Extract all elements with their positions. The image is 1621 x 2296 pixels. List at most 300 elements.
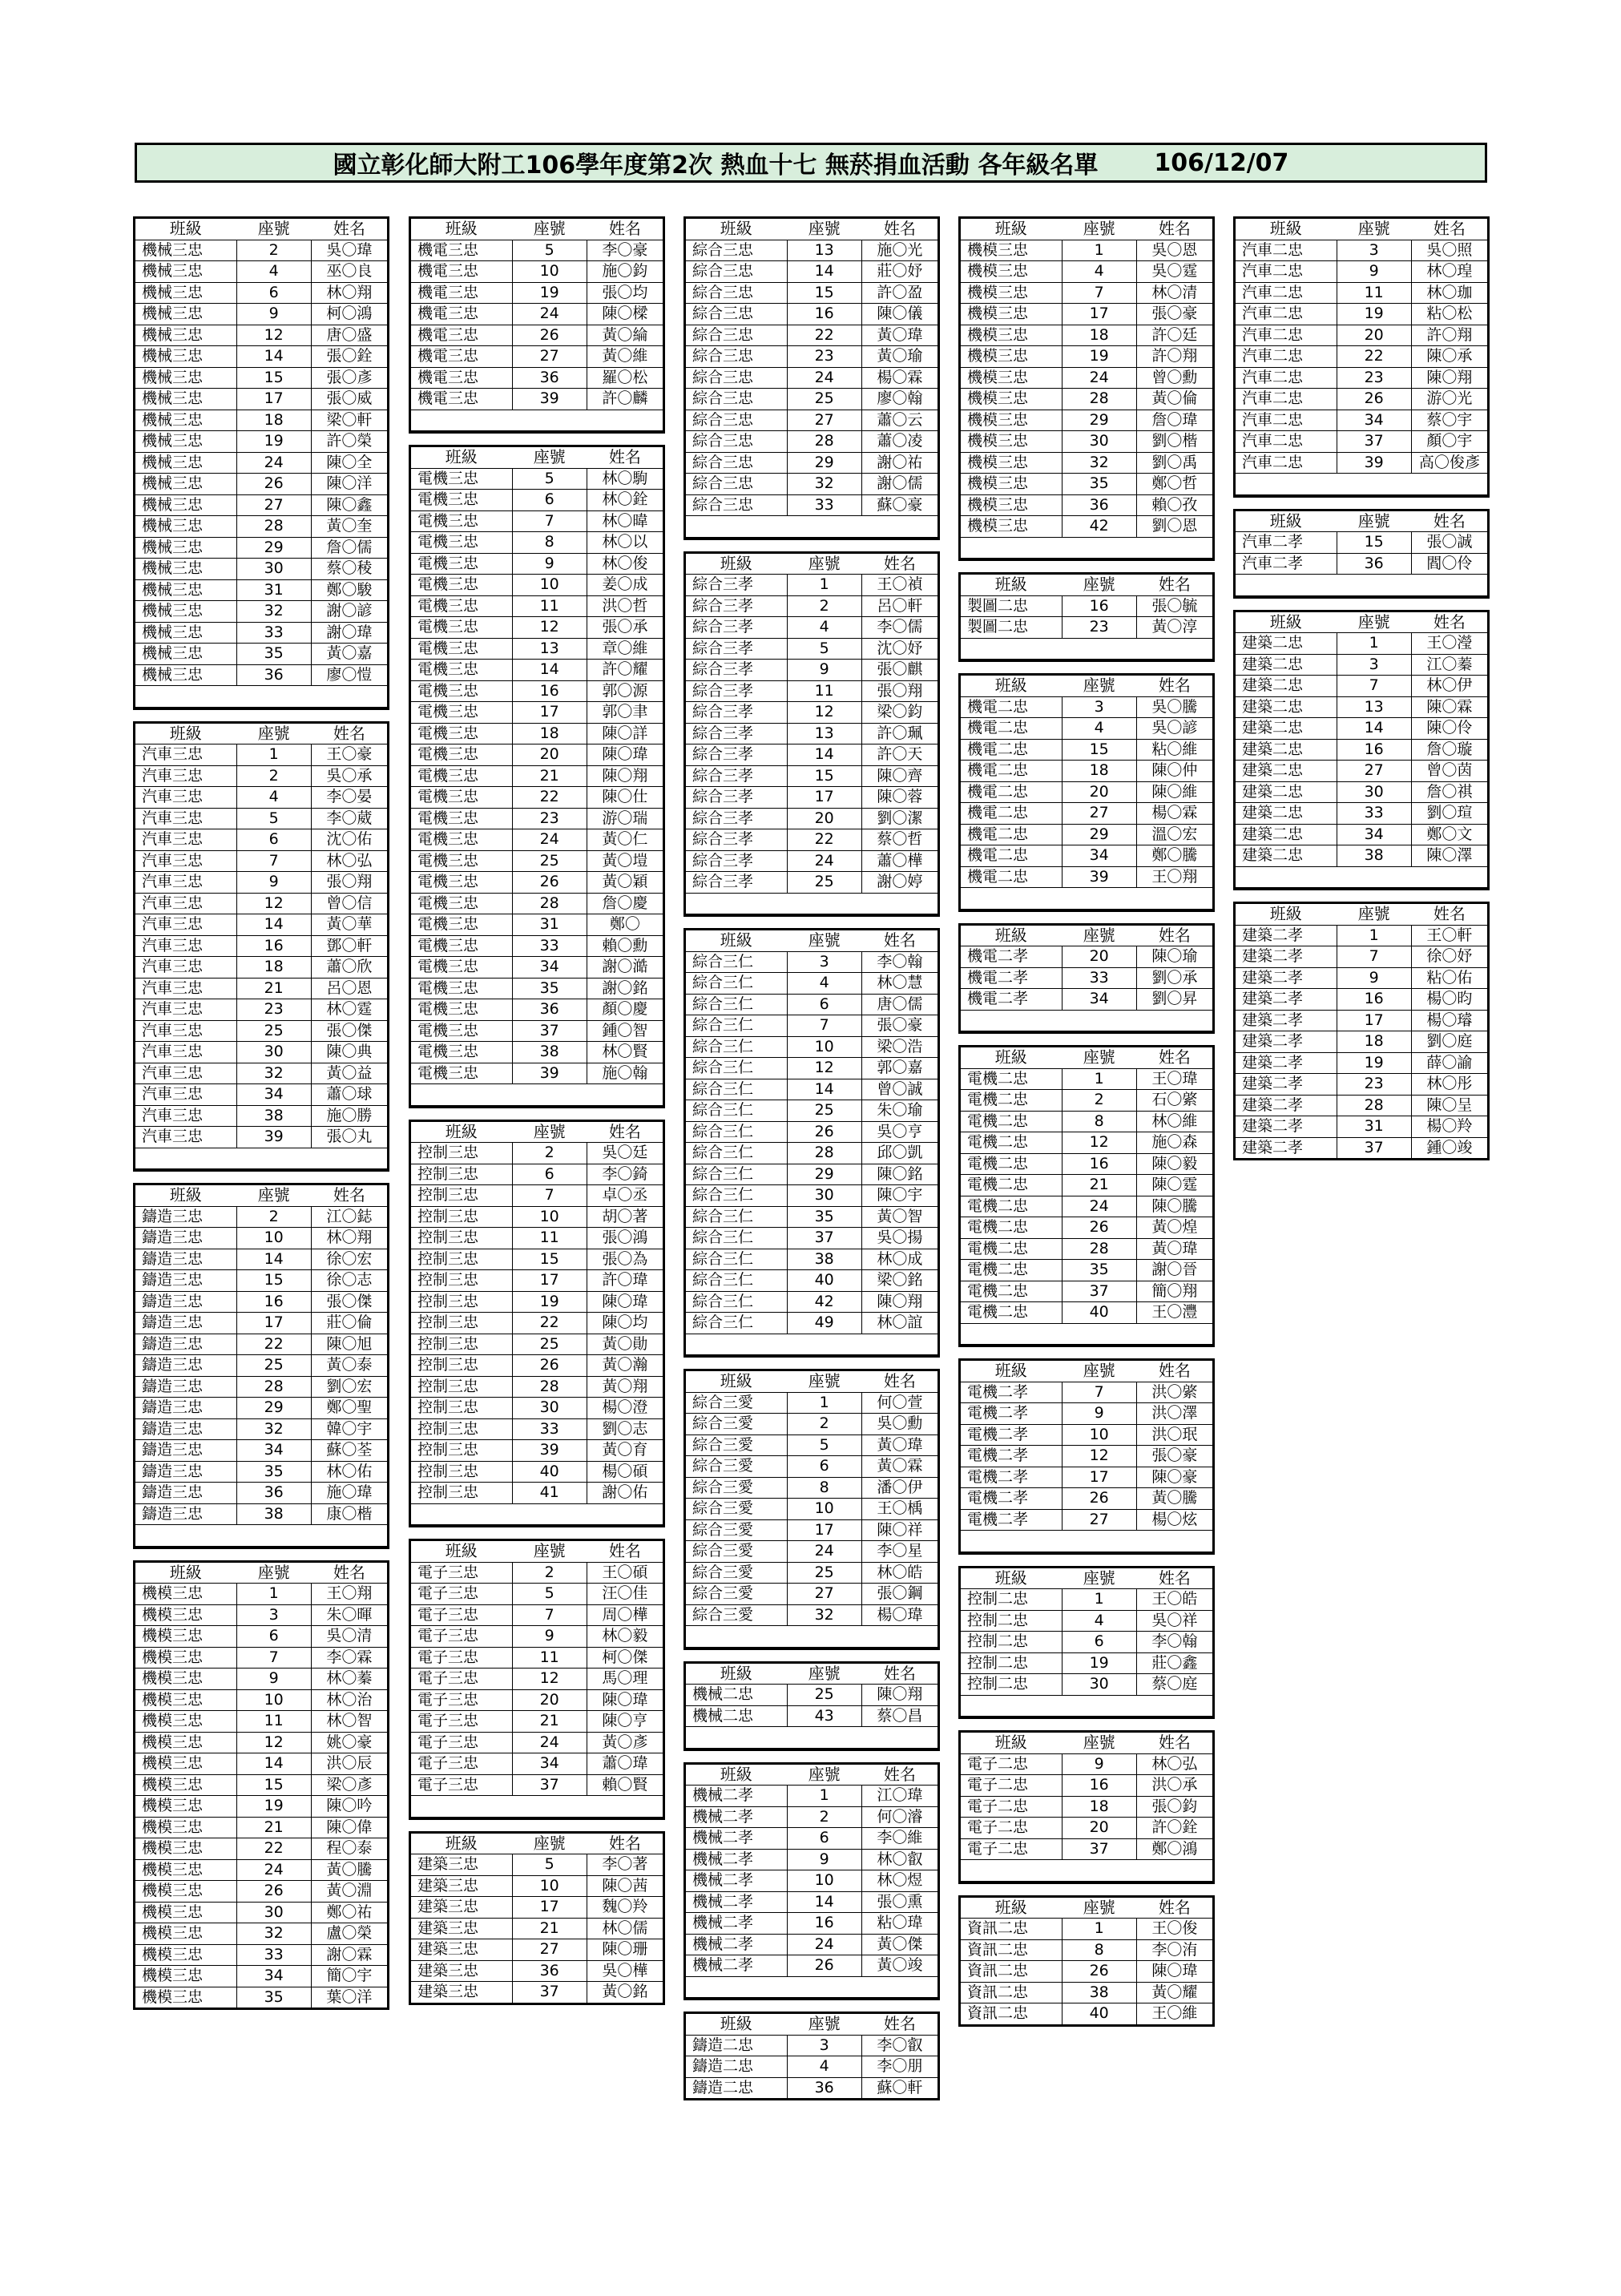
table-row bbox=[961, 1403, 1212, 1425]
name-cell: 李〇叡 bbox=[877, 2036, 923, 2054]
seat-cell: 12 bbox=[236, 894, 312, 914]
table-row bbox=[686, 1079, 938, 1101]
table-row bbox=[135, 453, 387, 474]
seat-cell: 23 bbox=[1337, 1074, 1412, 1095]
class-cell: 建築二孝 bbox=[1242, 947, 1304, 965]
name-cell: 李〇錡 bbox=[602, 1164, 648, 1183]
seat-cell: 22 bbox=[236, 1334, 312, 1355]
name-cell: 楊〇碩 bbox=[602, 1462, 648, 1480]
seat-cell: 13 bbox=[512, 639, 587, 660]
seat-cell: 11 bbox=[1337, 283, 1412, 304]
name-cell: 陳〇齊 bbox=[877, 766, 923, 785]
seat-cell: 43 bbox=[787, 1706, 862, 1727]
name-cell: 鄭〇文 bbox=[1426, 825, 1473, 843]
table-row bbox=[961, 1818, 1212, 1839]
table-row bbox=[1236, 431, 1487, 453]
table-row bbox=[411, 325, 663, 347]
table-row bbox=[135, 601, 387, 623]
table-row bbox=[961, 782, 1212, 804]
header-name: 姓名 bbox=[883, 1764, 916, 1784]
class-cell: 機模三忠 bbox=[142, 1945, 204, 1963]
class-cell: 建築二忠 bbox=[1242, 676, 1304, 694]
class-cell: 鑄造三忠 bbox=[142, 1229, 204, 1246]
class-cell: 控制三忠 bbox=[417, 1398, 479, 1416]
class-cell: 機模三忠 bbox=[142, 1733, 204, 1751]
table-row bbox=[135, 829, 387, 851]
header-name: 姓名 bbox=[1433, 219, 1466, 238]
class-cell: 機模三忠 bbox=[967, 368, 1029, 386]
name-cell: 黃〇智 bbox=[877, 1207, 923, 1225]
class-cell: 電機二忠 bbox=[967, 1154, 1029, 1172]
header-seat: 座號 bbox=[1083, 925, 1115, 945]
blank-row bbox=[1236, 474, 1487, 495]
table-row bbox=[135, 325, 387, 347]
name-cell: 林〇彤 bbox=[1426, 1075, 1473, 1092]
name-cell: 鍾〇竣 bbox=[1426, 1138, 1473, 1156]
seat-cell: 24 bbox=[787, 1541, 862, 1562]
seat-cell: 9 bbox=[236, 1669, 312, 1689]
seat-cell: 27 bbox=[787, 410, 862, 431]
table-row bbox=[686, 1605, 938, 1627]
class-cell: 機械三忠 bbox=[142, 559, 204, 577]
header-class: 班級 bbox=[994, 1047, 1027, 1067]
table-row bbox=[135, 283, 387, 305]
table-row bbox=[961, 325, 1212, 347]
seat-cell: 9 bbox=[512, 1626, 587, 1647]
header-class: 班級 bbox=[994, 575, 1027, 594]
table-row bbox=[961, 1797, 1212, 1818]
seat-cell: 7 bbox=[236, 1648, 312, 1669]
name-cell: 曾〇茵 bbox=[1426, 761, 1473, 779]
seat-cell: 6 bbox=[787, 1828, 862, 1849]
table-row bbox=[135, 957, 387, 979]
seat-cell: 2 bbox=[236, 1207, 312, 1228]
name-cell: 林〇銓 bbox=[602, 490, 648, 508]
seat-cell: 28 bbox=[236, 1377, 312, 1398]
name-cell: 陳〇鑫 bbox=[326, 495, 373, 514]
class-cell: 綜合三忠 bbox=[692, 347, 754, 365]
seat-cell: 15 bbox=[1337, 532, 1412, 553]
table-row bbox=[135, 787, 387, 809]
seat-cell: 28 bbox=[512, 894, 587, 914]
table-row bbox=[411, 1483, 663, 1504]
name-cell: 林〇皓 bbox=[877, 1563, 923, 1581]
table-row bbox=[411, 1270, 663, 1292]
name-cell: 郭〇嘉 bbox=[877, 1059, 923, 1076]
name-cell: 陳〇旭 bbox=[326, 1334, 373, 1353]
class-cell: 建築二忠 bbox=[1242, 846, 1304, 864]
class-cell: 電子三忠 bbox=[417, 1775, 479, 1794]
table-row bbox=[411, 490, 663, 511]
seat-cell: 35 bbox=[1062, 474, 1137, 494]
seat-cell: 5 bbox=[787, 639, 862, 660]
header-class: 班級 bbox=[720, 930, 752, 950]
table-row bbox=[961, 453, 1212, 474]
table-row bbox=[411, 914, 663, 936]
class-cell: 汽車三忠 bbox=[142, 958, 204, 975]
class-cell: 鑄造三忠 bbox=[142, 1377, 204, 1395]
class-cell: 電機二孝 bbox=[967, 1447, 1029, 1464]
class-table bbox=[683, 928, 940, 1358]
table-row bbox=[411, 261, 663, 283]
seat-cell: 2 bbox=[787, 596, 862, 617]
class-cell: 建築三忠 bbox=[417, 1961, 479, 1979]
name-cell: 謝〇晉 bbox=[1151, 1261, 1198, 1278]
table-row bbox=[135, 665, 387, 687]
name-cell: 徐〇宏 bbox=[326, 1249, 373, 1268]
name-cell: 張〇豪 bbox=[1151, 305, 1198, 322]
class-cell: 機械三忠 bbox=[142, 517, 204, 535]
seat-cell: 38 bbox=[787, 1249, 862, 1270]
name-cell: 施〇瑋 bbox=[326, 1483, 373, 1501]
seat-cell: 18 bbox=[1062, 1797, 1137, 1818]
header-seat: 座號 bbox=[1083, 575, 1115, 594]
name-cell: 李〇葳 bbox=[326, 809, 373, 827]
name-cell: 詹〇慶 bbox=[602, 894, 648, 912]
class-cell: 電機三忠 bbox=[417, 703, 479, 720]
seat-cell: 18 bbox=[1337, 1031, 1412, 1052]
class-cell: 控制三忠 bbox=[417, 1462, 479, 1480]
class-cell: 建築三忠 bbox=[417, 1876, 479, 1895]
table-row bbox=[686, 431, 938, 453]
name-cell: 蕭〇球 bbox=[326, 1085, 373, 1103]
table-row bbox=[686, 1870, 938, 1892]
seat-cell: 5 bbox=[512, 1854, 587, 1875]
seat-cell: 32 bbox=[236, 1923, 312, 1944]
table-header bbox=[961, 1733, 1212, 1754]
name-cell: 林〇霆 bbox=[326, 1000, 373, 1018]
class-table bbox=[683, 2012, 940, 2100]
name-cell: 劉〇瑄 bbox=[1426, 804, 1473, 821]
class-cell: 電機三忠 bbox=[417, 469, 479, 487]
class-cell: 電機三忠 bbox=[417, 745, 479, 763]
name-cell: 顏〇慶 bbox=[602, 1000, 648, 1018]
class-cell: 電機三忠 bbox=[417, 1021, 479, 1039]
header-class: 班級 bbox=[994, 1568, 1027, 1588]
table-header bbox=[961, 1898, 1212, 1919]
seat-cell: 1 bbox=[787, 575, 862, 595]
seat-cell: 8 bbox=[1062, 1112, 1137, 1132]
table-row bbox=[411, 596, 663, 618]
table-row bbox=[1236, 1074, 1487, 1096]
table-row bbox=[686, 787, 938, 809]
table-row bbox=[686, 1786, 938, 1807]
blank-row bbox=[961, 538, 1212, 559]
table-row bbox=[961, 1653, 1212, 1675]
name-cell: 張〇翔 bbox=[326, 873, 373, 890]
header-seat: 座號 bbox=[533, 447, 566, 466]
class-cell: 控制二忠 bbox=[967, 1590, 1029, 1608]
class-cell: 電子三忠 bbox=[417, 1605, 479, 1624]
name-cell: 張〇鈞 bbox=[1151, 1797, 1198, 1815]
table-row bbox=[411, 681, 663, 703]
name-cell: 蘇〇軒 bbox=[877, 2078, 923, 2096]
name-cell: 林〇翔 bbox=[326, 283, 373, 301]
class-cell: 電機三忠 bbox=[417, 596, 479, 615]
name-cell: 劉〇志 bbox=[602, 1419, 648, 1438]
seat-cell: 10 bbox=[512, 1207, 587, 1228]
blank-row bbox=[961, 1324, 1212, 1346]
class-cell: 汽車三忠 bbox=[142, 851, 204, 870]
name-cell: 王〇軒 bbox=[1426, 926, 1473, 944]
seat-cell: 24 bbox=[236, 1860, 312, 1881]
class-cell: 機械二孝 bbox=[692, 1914, 754, 1931]
table-row bbox=[1236, 532, 1487, 554]
table-row bbox=[686, 1828, 938, 1850]
class-cell: 電子三忠 bbox=[417, 1669, 479, 1687]
seat-cell: 27 bbox=[1337, 761, 1412, 781]
table-row bbox=[686, 1520, 938, 1542]
table-row bbox=[411, 787, 663, 809]
class-cell: 機模三忠 bbox=[967, 389, 1029, 407]
table-header bbox=[961, 1361, 1212, 1382]
class-cell: 電機三忠 bbox=[417, 894, 479, 912]
name-cell: 蕭〇欣 bbox=[326, 958, 373, 975]
table-row bbox=[411, 1377, 663, 1398]
table-row bbox=[686, 368, 938, 389]
name-cell: 黃〇育 bbox=[602, 1441, 648, 1459]
seat-cell: 29 bbox=[787, 1164, 862, 1185]
header-name: 姓名 bbox=[883, 2014, 916, 2033]
class-cell: 汽車三忠 bbox=[142, 745, 204, 763]
table-row bbox=[135, 1207, 387, 1229]
table-row bbox=[135, 1966, 387, 1987]
seat-cell: 7 bbox=[787, 1015, 862, 1036]
table-row bbox=[1236, 676, 1487, 697]
seat-cell: 28 bbox=[1062, 1239, 1137, 1260]
name-cell: 洪〇哲 bbox=[602, 596, 648, 615]
name-cell: 楊〇羚 bbox=[1426, 1117, 1473, 1135]
class-cell: 機模三忠 bbox=[967, 240, 1029, 259]
seat-cell: 6 bbox=[236, 829, 312, 850]
class-cell: 機械三忠 bbox=[142, 644, 204, 662]
class-cell: 控制三忠 bbox=[417, 1164, 479, 1183]
name-cell: 林〇智 bbox=[326, 1712, 373, 1729]
name-cell: 莊〇妤 bbox=[877, 262, 923, 280]
seat-cell: 20 bbox=[787, 809, 862, 829]
class-cell: 機模三忠 bbox=[142, 1648, 204, 1666]
name-cell: 許〇廷 bbox=[1151, 325, 1198, 344]
table-row bbox=[1236, 761, 1487, 782]
header-seat: 座號 bbox=[1083, 1733, 1115, 1752]
blank-row bbox=[961, 1531, 1212, 1552]
name-cell: 廖〇翰 bbox=[877, 389, 923, 407]
header-name: 姓名 bbox=[333, 1185, 365, 1204]
class-cell: 鑄造三忠 bbox=[142, 1207, 204, 1225]
name-cell: 楊〇霖 bbox=[1151, 804, 1198, 821]
name-cell: 林〇清 bbox=[1151, 283, 1198, 301]
class-cell: 機械三忠 bbox=[142, 580, 204, 599]
class-cell: 綜合三忠 bbox=[692, 389, 754, 407]
seat-cell: 7 bbox=[512, 1605, 587, 1626]
table-row bbox=[411, 1419, 663, 1441]
name-cell: 張〇麒 bbox=[877, 660, 923, 678]
table-row bbox=[411, 1939, 663, 1961]
class-cell: 綜合三孝 bbox=[692, 809, 754, 827]
table-header bbox=[961, 926, 1212, 947]
class-cell: 製圖二忠 bbox=[967, 596, 1029, 615]
name-cell: 黃〇綸 bbox=[602, 325, 648, 344]
name-cell: 楊〇霖 bbox=[877, 368, 923, 386]
class-cell: 機械三忠 bbox=[142, 495, 204, 514]
header-class: 班級 bbox=[445, 1833, 478, 1853]
name-cell: 黃〇勛 bbox=[602, 1334, 648, 1353]
class-cell: 機模三忠 bbox=[967, 262, 1029, 280]
seat-cell: 25 bbox=[787, 1100, 862, 1121]
table-row bbox=[411, 660, 663, 681]
class-cell: 機電二忠 bbox=[967, 867, 1029, 886]
seat-cell: 30 bbox=[236, 559, 312, 579]
table-row bbox=[686, 346, 938, 368]
name-cell: 高〇俊彥 bbox=[1418, 453, 1480, 471]
seat-cell: 33 bbox=[512, 1419, 587, 1440]
class-cell: 汽車三忠 bbox=[142, 1021, 204, 1039]
class-cell: 綜合三孝 bbox=[692, 575, 754, 593]
name-cell: 謝〇銘 bbox=[602, 979, 648, 997]
class-cell: 電機三忠 bbox=[417, 724, 479, 742]
table-row bbox=[411, 639, 663, 660]
table-row bbox=[686, 1955, 938, 1977]
table-row bbox=[686, 724, 938, 745]
class-cell: 機模三忠 bbox=[142, 1775, 204, 1794]
blank-row bbox=[1236, 575, 1487, 596]
seat-cell: 15 bbox=[1062, 740, 1137, 761]
table-row bbox=[686, 304, 938, 325]
class-cell: 機模三忠 bbox=[142, 1882, 204, 1899]
seat-cell: 16 bbox=[787, 1913, 862, 1934]
name-cell: 林〇珈 bbox=[1426, 283, 1473, 301]
blank-row bbox=[961, 639, 1212, 660]
name-cell: 廖〇愷 bbox=[326, 665, 373, 684]
class-cell: 綜合三愛 bbox=[692, 1542, 754, 1560]
seat-cell: 32 bbox=[787, 1605, 862, 1626]
name-cell: 黃〇益 bbox=[326, 1063, 373, 1082]
table-row bbox=[1236, 410, 1487, 432]
seat-cell: 15 bbox=[236, 1270, 312, 1291]
class-cell: 建築二忠 bbox=[1242, 697, 1304, 716]
class-cell: 電機三忠 bbox=[417, 958, 479, 975]
header-class: 班級 bbox=[720, 219, 752, 238]
name-cell: 張〇為 bbox=[602, 1249, 648, 1268]
table-row bbox=[961, 410, 1212, 432]
table-header bbox=[1236, 219, 1487, 240]
name-cell: 卓〇丞 bbox=[602, 1186, 648, 1204]
class-cell: 電子二忠 bbox=[967, 1776, 1029, 1794]
class-cell: 電機三忠 bbox=[417, 809, 479, 827]
seat-cell: 32 bbox=[236, 601, 312, 622]
seat-cell: 34 bbox=[236, 1440, 312, 1461]
class-cell: 汽車三忠 bbox=[142, 979, 204, 997]
header-class: 班級 bbox=[994, 1733, 1027, 1752]
class-cell: 汽車二忠 bbox=[1242, 368, 1304, 386]
table-row bbox=[411, 851, 663, 873]
seat-cell: 17 bbox=[236, 389, 312, 410]
name-cell: 林〇伊 bbox=[1426, 676, 1473, 694]
name-cell: 施〇光 bbox=[877, 240, 923, 259]
seat-cell: 35 bbox=[236, 1987, 312, 2008]
name-cell: 石〇綮 bbox=[1151, 1091, 1198, 1108]
seat-cell: 34 bbox=[1062, 989, 1137, 1010]
name-cell: 謝〇澔 bbox=[602, 958, 648, 975]
table-row bbox=[135, 1228, 387, 1249]
seat-cell: 39 bbox=[512, 1063, 587, 1084]
header-name: 姓名 bbox=[608, 1833, 641, 1853]
name-cell: 張〇誠 bbox=[1426, 533, 1473, 551]
class-cell: 機電二忠 bbox=[967, 804, 1029, 821]
class-cell: 綜合三仁 bbox=[692, 1271, 754, 1289]
class-cell: 電機二孝 bbox=[967, 1467, 1029, 1486]
seat-cell: 26 bbox=[787, 1955, 862, 1976]
name-cell: 黃〇瑋 bbox=[877, 325, 923, 344]
name-cell: 洪〇綮 bbox=[1151, 1382, 1198, 1401]
seat-cell: 17 bbox=[1337, 1011, 1412, 1031]
table-row bbox=[686, 872, 938, 894]
seat-cell: 12 bbox=[512, 617, 587, 638]
name-cell: 顏〇宇 bbox=[1426, 432, 1473, 450]
table-row bbox=[411, 1648, 663, 1669]
header-seat: 座號 bbox=[257, 1562, 290, 1582]
class-cell: 鑄造三忠 bbox=[142, 1462, 204, 1480]
class-cell: 機模三忠 bbox=[967, 325, 1029, 344]
class-cell: 資訊二忠 bbox=[967, 1983, 1029, 2001]
header-class: 班級 bbox=[445, 447, 478, 466]
seat-cell: 42 bbox=[1062, 516, 1137, 537]
class-cell: 建築二孝 bbox=[1242, 968, 1304, 987]
header-class: 班級 bbox=[994, 925, 1027, 945]
table-row bbox=[135, 368, 387, 389]
name-cell: 粘〇松 bbox=[1426, 305, 1473, 322]
class-cell: 汽車二忠 bbox=[1242, 262, 1304, 280]
table-row bbox=[135, 1106, 387, 1128]
table-row bbox=[135, 1733, 387, 1754]
table-row bbox=[686, 1292, 938, 1313]
name-cell: 陳〇騰 bbox=[1151, 1196, 1198, 1215]
table-row bbox=[135, 1334, 387, 1356]
table-header bbox=[411, 447, 663, 469]
header-seat: 座號 bbox=[1357, 904, 1390, 923]
class-cell: 機模三忠 bbox=[967, 474, 1029, 492]
seat-cell: 9 bbox=[1337, 968, 1412, 989]
seat-cell: 28 bbox=[236, 516, 312, 537]
seat-cell: 26 bbox=[1062, 1217, 1137, 1238]
header-class: 班級 bbox=[445, 219, 478, 238]
seat-cell: 37 bbox=[1337, 431, 1412, 452]
seat-cell: 25 bbox=[787, 1563, 862, 1584]
class-cell: 汽車三忠 bbox=[142, 1128, 204, 1145]
name-cell: 莊〇倫 bbox=[326, 1313, 373, 1331]
class-cell: 機模三忠 bbox=[142, 1690, 204, 1709]
name-cell: 邱〇凱 bbox=[877, 1144, 923, 1161]
class-cell: 綜合三忠 bbox=[692, 453, 754, 471]
name-cell: 李〇豪 bbox=[602, 240, 648, 259]
table-row bbox=[686, 1435, 938, 1457]
seat-cell: 15 bbox=[512, 1249, 587, 1270]
name-cell: 何〇萱 bbox=[877, 1393, 923, 1411]
name-cell: 許〇珮 bbox=[877, 724, 923, 742]
name-cell: 陳〇翔 bbox=[1426, 368, 1473, 386]
class-cell: 電機三忠 bbox=[417, 575, 479, 593]
class-table bbox=[683, 551, 940, 918]
class-cell: 綜合三忠 bbox=[692, 368, 754, 386]
name-cell: 許〇榮 bbox=[326, 432, 373, 450]
name-cell: 陳〇承 bbox=[1426, 347, 1473, 365]
table-row bbox=[411, 1313, 663, 1334]
table-row bbox=[1236, 655, 1487, 676]
name-cell: 林〇成 bbox=[877, 1249, 923, 1268]
seat-cell: 9 bbox=[1062, 1403, 1137, 1424]
name-cell: 陳〇瑋 bbox=[602, 1292, 648, 1310]
name-cell: 潘〇伊 bbox=[877, 1478, 923, 1496]
